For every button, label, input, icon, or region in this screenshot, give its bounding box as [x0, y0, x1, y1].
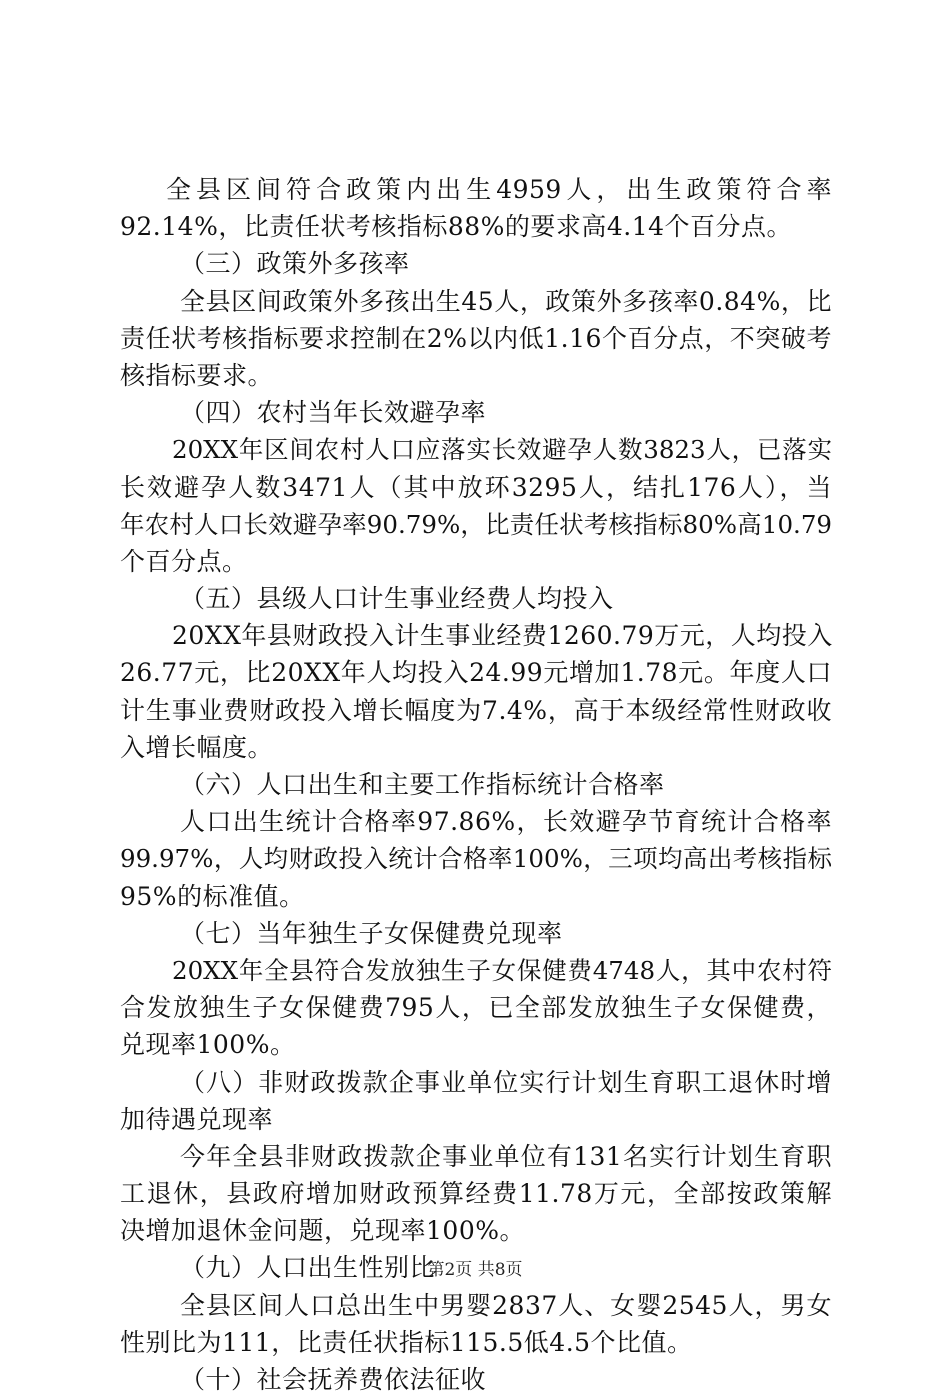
paragraph-line: 年农村人口长效避孕率90.79%，比责任状考核指标80%高10.79	[120, 509, 832, 539]
section-heading: （三）政策外多孩率	[180, 249, 410, 279]
paragraph-line: 全县区间符合政策内出生4959人，出生政策符合率	[166, 175, 832, 204]
paragraph-line: 20XX年县财政投入计生事业经费1260.79万元，人均投入	[172, 621, 833, 651]
paragraph-line: 合发放独生子女保健费795人，已全部发放独生子女保健费，	[120, 993, 832, 1023]
paragraph-line: 工退休，县政府增加财政预算经费11.78万元，全部按政策解	[120, 1179, 832, 1209]
paragraph-line: 兑现率100%。	[120, 1030, 296, 1060]
paragraph-line: 计生事业费财政投入增长幅度为7.4%，高于本级经常性财政收	[120, 695, 832, 725]
section-heading: （十）社会抚养费依法征收	[180, 1365, 487, 1394]
paragraph-line: 95%的标准值。	[120, 881, 305, 911]
paragraph-line: 长效避孕人数3471人（其中放环3295人，结扎176人），当	[120, 472, 832, 502]
paragraph-line: 个百分点。	[120, 546, 248, 576]
section-heading: 加待遇兑现率	[120, 1104, 274, 1134]
section-heading: （六）人口出生和主要工作指标统计合格率	[180, 770, 665, 799]
paragraph-line: 20XX年区间农村人口应落实长效避孕人数3823人，已落实	[172, 435, 832, 465]
paragraph-line: 20XX年全县符合发放独生子女保健费4748人，其中农村符	[172, 955, 832, 985]
paragraph-line: 26.77元，比20XX年人均投入24.99元增加1.78元。年度人口	[120, 658, 832, 688]
paragraph-line: 责任状考核指标要求控制在2%以内低1.16个百分点，不突破考	[120, 323, 832, 353]
section-heading: （七）当年独生子女保健费兑现率	[180, 918, 563, 948]
paragraph-line: 核指标要求。	[120, 360, 274, 390]
paragraph-line: 性别比为111，比责任状指标115.5低4.5个比值。	[120, 1327, 693, 1357]
section-heading: （五）县级人口计生事业经费人均投入	[180, 584, 614, 614]
paragraph-line: 入增长幅度。	[120, 732, 274, 762]
paragraph-line: 全县区间政策外多孩出生45人，政策外多孩率0.84%，比	[180, 286, 832, 316]
section-heading: （九）人口出生性别比	[180, 1253, 436, 1283]
paragraph-line: 全县区间人口总出生中男婴2837人、女婴2545人，男女	[180, 1290, 832, 1320]
paragraph-line: 92.14%，比责任状考核指标88%的要求高4.14个百分点。	[120, 212, 793, 242]
document-body	[120, 171, 832, 1398]
paragraph-line: 99.97%，人均财政投入统计合格率100%，三项均高出考核指标	[120, 844, 832, 874]
paragraph-line: 决增加退休金问题，兑现率100%。	[120, 1216, 525, 1246]
page-footer: 第2页 共8页	[427, 1260, 523, 1280]
paragraph-line: （八）非财政拨款企事业单位实行计划生育职工退休时增	[180, 1067, 832, 1097]
section-heading: （四）农村当年长效避孕率	[180, 398, 487, 428]
paragraph-line: 人口出生统计合格率97.86%，长效避孕节育统计合格率	[180, 807, 832, 837]
paragraph-line: 今年全县非财政拨款企事业单位有131名实行计划生育职	[180, 1141, 832, 1171]
